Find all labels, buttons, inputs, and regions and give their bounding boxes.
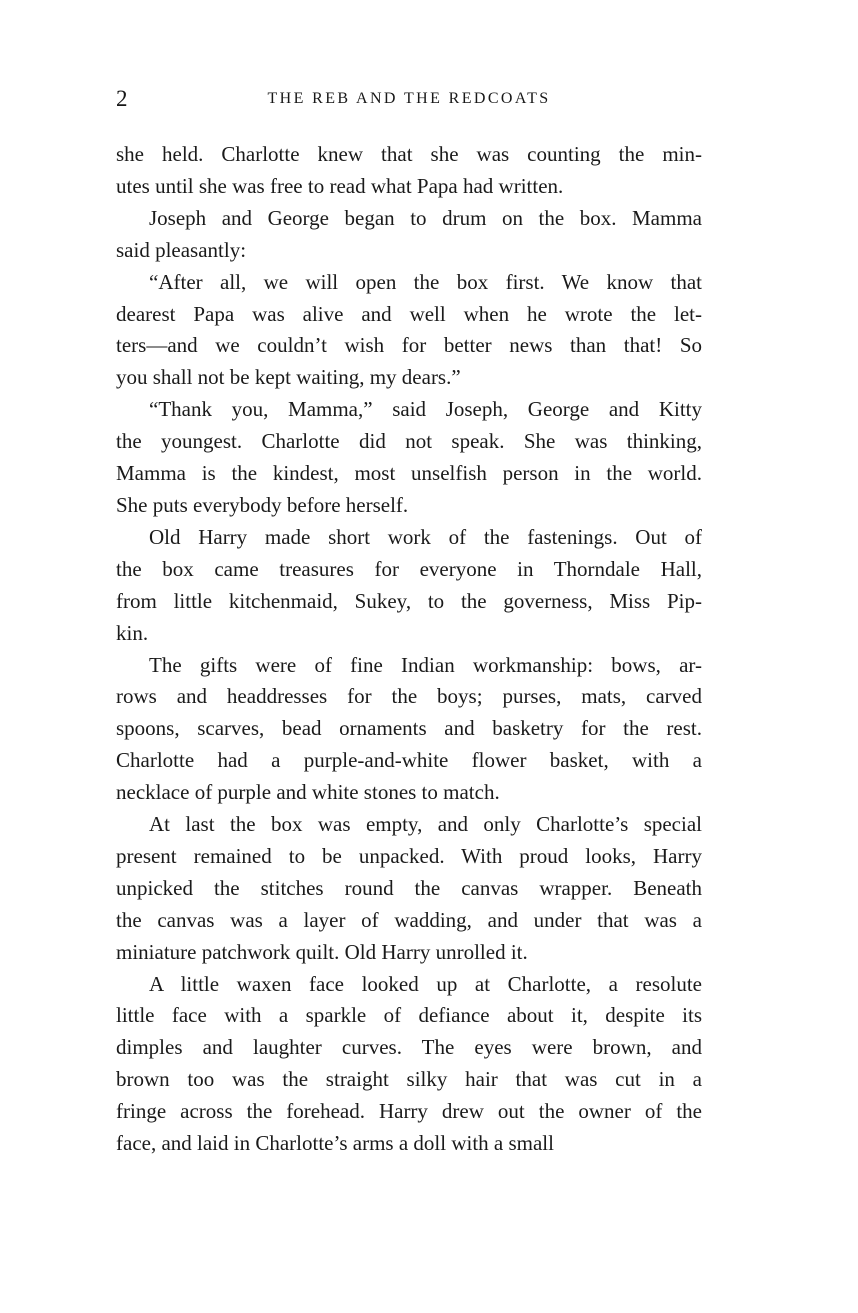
text-line: little face with a sparkle of defiance about it, despite its: [116, 1003, 702, 1028]
text-line: unpicked the stitches round the canvas wrapper. Beneath: [116, 875, 702, 900]
paragraph: [116, 650, 702, 810]
text-line: the canvas was a layer of wadding, and under that was a: [116, 907, 702, 932]
text-line: spoons, scarves, bead ornaments and basketry for the rest.: [116, 716, 702, 741]
text-line: Charlotte had a purple-and-white flower basket, with a: [116, 748, 702, 773]
text-line: from little kitchenmaid, Sukey, to the governess, Miss Pip-: [116, 588, 702, 613]
page-content: [116, 86, 702, 1160]
text-line: fringe across the forehead. Harry drew out the owner of the: [116, 1099, 702, 1124]
text-line: “After all, we will open the box first. We know that: [149, 269, 702, 294]
page-header: [116, 86, 702, 112]
text-line: utes until she was free to read what Papa had written.: [116, 173, 564, 198]
text-line: said pleasantly:: [116, 237, 247, 262]
text-line: rows and headdresses for the boys; purses, mats, carved: [116, 684, 702, 709]
page-body: [116, 139, 702, 1160]
text-line: brown too was the straight silky hair that was cut in a: [116, 1067, 702, 1092]
paragraph: [116, 203, 702, 267]
text-line: the youngest. Charlotte did not speak. She was thinking,: [116, 429, 702, 454]
text-line: At last the box was empty, and only Charlotte’s special: [149, 812, 702, 837]
paragraph: [116, 394, 702, 522]
text-line: A little waxen face looked up at Charlotte, a resolute: [149, 971, 702, 996]
text-line: The gifts were of fine Indian workmanship: bows, ar-: [149, 652, 702, 677]
paragraph: [116, 522, 702, 650]
paragraph: [116, 139, 702, 203]
paragraph: [116, 809, 702, 969]
text-line: she held. Charlotte knew that she was counting the min-: [116, 142, 702, 166]
text-line: miniature patchwork quilt. Old Harry unrolled it.: [116, 939, 528, 964]
paragraph: [116, 969, 702, 1160]
text-line: necklace of purple and white stones to match.: [116, 780, 500, 805]
paragraph: [116, 267, 702, 395]
text-line: dimples and laughter curves. The eyes were brown, and: [116, 1035, 702, 1060]
text-line: dearest Papa was alive and well when he wrote the let-: [116, 301, 702, 326]
text-line: Old Harry made short work of the fastenings. Out of: [149, 524, 702, 549]
text-line: kin.: [116, 620, 149, 645]
page-number: 2: [116, 86, 128, 111]
text-line: ters—and we couldn’t wish for better news than that! So: [116, 333, 702, 358]
text-line: face, and laid in Charlotte’s arms a doll with a small: [116, 1131, 554, 1156]
text-line: you shall not be kept waiting, my dears.”: [116, 365, 461, 390]
text-line: She puts everybody before herself.: [116, 492, 409, 517]
text-line: “Thank you, Mamma,” said Joseph, George and Kitty: [149, 397, 702, 422]
text-line: the box came treasures for everyone in Thorndale Hall,: [116, 556, 702, 581]
text-line: present remained to be unpacked. With proud looks, Harry: [116, 843, 702, 868]
running-title: THE REB AND THE REDCOATS: [267, 90, 551, 107]
text-line: Mamma is the kindest, most unselfish person in the world.: [116, 461, 702, 486]
text-line: Joseph and George began to drum on the box. Mamma: [149, 205, 702, 230]
